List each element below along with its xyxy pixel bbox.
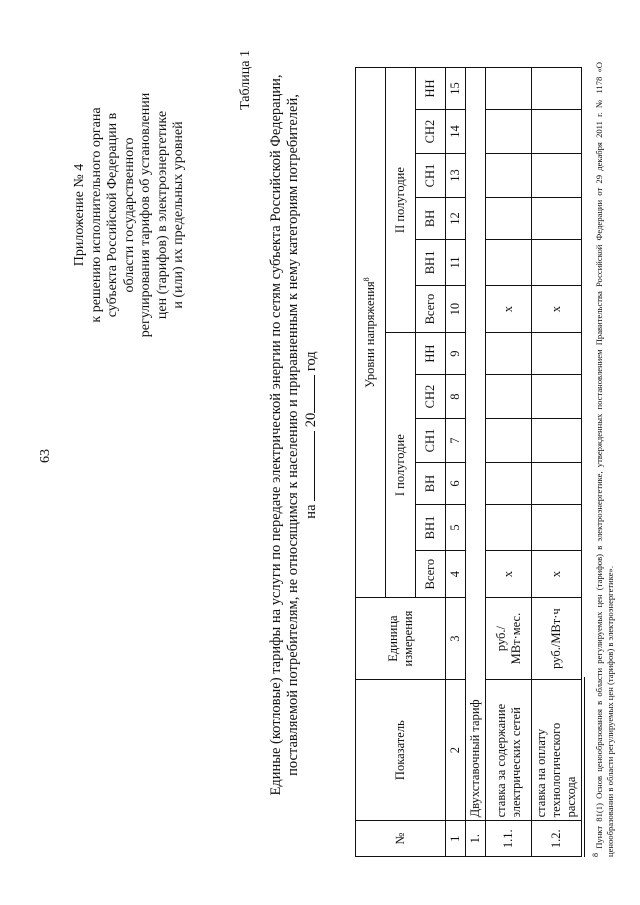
header-unit: Единица измерения xyxy=(356,598,446,680)
cell-empty xyxy=(486,375,532,419)
title-prefix: на xyxy=(303,504,319,519)
appendix-line: Приложение № 4 xyxy=(72,163,87,267)
index-cell: 1 xyxy=(446,821,466,857)
index-cell: 10 xyxy=(446,286,466,333)
header-sub: СН2 xyxy=(416,110,446,154)
title-year-line xyxy=(302,35,320,835)
appendix-heading xyxy=(72,50,188,380)
header-sub: СН1 xyxy=(416,154,446,198)
cell-empty xyxy=(532,504,582,550)
cell-mark: х xyxy=(486,286,532,333)
cell-empty xyxy=(532,110,582,154)
section-label: Двухставочный тариф xyxy=(466,68,486,821)
header-sub: Всего xyxy=(416,551,446,598)
voltage-levels-label: Уровни напряжения xyxy=(363,281,378,388)
cell-empty xyxy=(532,198,582,240)
index-cell: 6 xyxy=(446,463,466,505)
cell-empty xyxy=(486,463,532,505)
section-num: 1. xyxy=(466,821,486,857)
appendix-line: регулирования тарифов об установлении xyxy=(138,92,153,338)
index-cell: 3 xyxy=(446,598,466,680)
header-sub: СН1 xyxy=(416,419,446,463)
header-sub: ВН1 xyxy=(416,504,446,550)
header-voltage-levels xyxy=(356,68,386,598)
cell-empty xyxy=(486,333,532,375)
cell-empty xyxy=(532,333,582,375)
cell-empty xyxy=(486,198,532,240)
tariff-table xyxy=(355,67,582,857)
appendix-line: к решению исполнительного органа xyxy=(88,107,104,323)
section-row xyxy=(466,68,486,857)
index-cell: 15 xyxy=(446,68,466,110)
header-indicator: Показатель xyxy=(356,679,446,820)
row-label: ставка за содержание электрических сетей xyxy=(486,679,532,820)
header-sub: ВН1 xyxy=(416,239,446,285)
appendix-line: субъекта Российской Федерации в xyxy=(105,112,120,318)
index-cell: 12 xyxy=(446,198,466,240)
footnote xyxy=(590,62,616,857)
blank-field xyxy=(302,431,315,501)
index-cell: 8 xyxy=(446,375,466,419)
cell-empty xyxy=(532,239,582,285)
row-label: ставка на оплату технологического расхода xyxy=(532,679,582,820)
index-cell: 11 xyxy=(446,239,466,285)
header-num: № xyxy=(356,821,446,857)
footnote-ref: 8 xyxy=(362,277,372,282)
title-suffix: год xyxy=(303,351,319,372)
page-number: 63 xyxy=(38,449,53,463)
blank-field xyxy=(302,375,315,413)
row-unit: руб./МВт·мес. xyxy=(486,598,532,680)
cell-mark: х xyxy=(486,551,532,598)
header-half1: I полугодие xyxy=(386,333,416,598)
index-cell: 9 xyxy=(446,333,466,375)
table-row xyxy=(532,68,582,857)
footnote-divider xyxy=(584,677,585,857)
table-label: Таблица 1 xyxy=(238,50,253,110)
cell-empty xyxy=(532,68,582,110)
index-cell: 4 xyxy=(446,551,466,598)
index-cell: 13 xyxy=(446,154,466,198)
document-title xyxy=(268,35,320,835)
header-sub: НН xyxy=(416,68,446,110)
index-cell: 5 xyxy=(446,504,466,550)
cell-empty xyxy=(486,154,532,198)
cell-mark: х xyxy=(532,551,582,598)
index-cell: 14 xyxy=(446,110,466,154)
cell-empty xyxy=(532,375,582,419)
footnote-mark: 8 xyxy=(591,853,600,857)
row-num: 1.1. xyxy=(486,821,532,857)
appendix-line: цен (тарифов) в электроэнергетике xyxy=(154,110,170,320)
row-num: 1.2. xyxy=(532,821,582,857)
cell-empty xyxy=(486,110,532,154)
header-half2: II полугодие xyxy=(386,68,416,333)
footnote-text: Пункт 81(1) Основ ценообразования в области регулируемых цен (тарифов) в электроэнергетике, утвержденных постановлением Правительства Российской Федерации от 29 декабря 2011 г. № 1178 «О ценообразовании в области регулируемых цен (тарифов) в электроэнергетике». xyxy=(593,61,615,857)
cell-empty xyxy=(532,154,582,198)
header-sub: НН xyxy=(416,333,446,375)
cell-empty xyxy=(486,419,532,463)
row-unit: руб./МВт·ч xyxy=(532,598,582,680)
table-row xyxy=(486,68,532,857)
appendix-line: и (или) их предельных уровней xyxy=(171,121,186,309)
appendix-line: области государственного xyxy=(121,137,137,293)
cell-empty xyxy=(532,419,582,463)
header-sub: СН2 xyxy=(416,375,446,419)
cell-empty xyxy=(486,504,532,550)
title-line: Единые (котловые) тарифы на услуги по передаче электрической энергии по сетям субъекта Российской Федерации, xyxy=(268,74,284,796)
index-cell: 7 xyxy=(446,419,466,463)
cell-empty xyxy=(532,463,582,505)
title-line: поставляемой потребителям, не относящимся к населению и приравненным к нему категориям потребителей, xyxy=(285,94,301,776)
header-sub: ВН xyxy=(416,463,446,505)
cell-mark: х xyxy=(532,286,582,333)
cell-empty xyxy=(486,68,532,110)
title-century: 20 xyxy=(303,412,319,428)
index-row xyxy=(446,68,466,857)
header-sub: Всего xyxy=(416,286,446,333)
cell-empty xyxy=(486,239,532,285)
index-cell: 2 xyxy=(446,679,466,820)
header-sub: ВН xyxy=(416,198,446,240)
